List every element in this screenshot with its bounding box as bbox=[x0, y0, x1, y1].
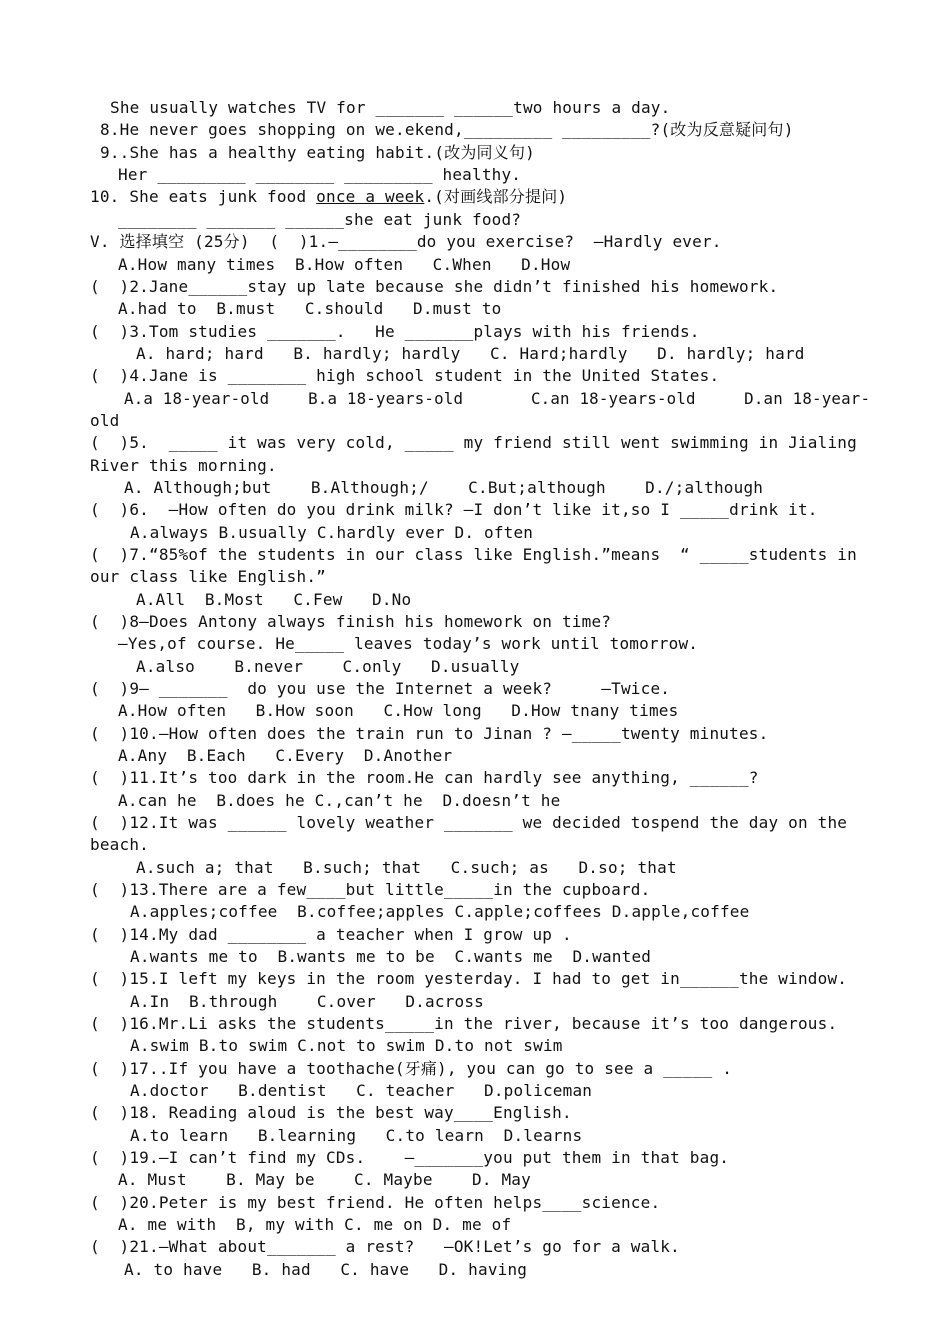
q5-text: ( )5. _____ it was very cold, _____ my friend still went swimming in Jialing bbox=[90, 433, 857, 452]
q20-options: A. me with B, my with C. me on D. me of bbox=[118, 1215, 512, 1234]
q4-options: A.a 18-year-old B.a 18-years-old C.an 18-years-old D.an 18-year- bbox=[124, 389, 871, 408]
q15-options: A.In B.through C.over D.across bbox=[130, 992, 484, 1011]
q15-text: ( )15.I left my keys in the room yesterday. I had to get in______the window. bbox=[90, 969, 848, 988]
q3-text: ( )3.Tom studies _______. He _______plays with his friends. bbox=[90, 322, 700, 341]
q6-text: ( )6. —How often do you drink milk? —I don’t like it,so I _____drink it. bbox=[90, 500, 818, 519]
q4-text: ( )4.Jane is ________ high school student in the United States. bbox=[90, 366, 720, 385]
q19-options: A. Must B. May be C. Maybe D. May bbox=[118, 1170, 531, 1189]
q16-options: A.swim B.to swim C.not to swim D.to not swim bbox=[130, 1036, 563, 1055]
q10-text bbox=[90, 186, 567, 208]
q10-mc-text: ( )10.—How often does the train run to Jinan ? —_____twenty minutes. bbox=[90, 724, 769, 743]
q2-text: ( )2.Jane______stay up late because she didn’t finished his homework. bbox=[90, 277, 779, 296]
q8-mc-reply: —Yes,of course. He_____ leaves today’s work until tomorrow. bbox=[118, 634, 699, 653]
q21-text: ( )21.—What about_______ a rest? —OK!Let’s go for a walk. bbox=[90, 1237, 680, 1256]
q18-text: ( )18. Reading aloud is the best way____English. bbox=[90, 1103, 572, 1122]
q10-suffix: .(对画线部分提问) bbox=[424, 187, 568, 206]
q19-text: ( )19.—I can’t find my CDs. —_______you put them in that bag. bbox=[90, 1148, 730, 1167]
q21-options: A. to have B. had C. have D. having bbox=[124, 1260, 528, 1279]
q12-text-wrap: beach. bbox=[90, 835, 149, 854]
q12-options: A.such a; that B.such; that C.such; as D.so; that bbox=[136, 858, 677, 877]
q13-options: A.apples;coffee B.coffee;apples C.apple;coffees D.apple,coffee bbox=[130, 902, 750, 921]
q10-answer-line: ________ _______ ______she eat junk food? bbox=[118, 210, 522, 229]
q10-underlined-phrase: once a week bbox=[316, 187, 425, 206]
q17-options: A.doctor B.dentist C. teacher D.policeman bbox=[130, 1081, 593, 1100]
q7-text-wrap: our class like English.” bbox=[90, 567, 326, 586]
q8-text: 8.He never goes shopping on we.ekend,_________ _________?(改为反意疑问句) bbox=[100, 120, 794, 139]
q10-mc-options: A.Any B.Each C.Every D.Another bbox=[118, 746, 453, 765]
q4-options-wrap: old bbox=[90, 411, 120, 430]
q11-text: ( )11.It’s too dark in the room.He can hardly see anything, ______? bbox=[90, 768, 759, 787]
q5-options: A. Although;but B.Although;/ C.But;although D./;although bbox=[124, 478, 764, 497]
q10-prefix: 10. She eats junk food bbox=[90, 187, 317, 206]
q18-options: A.to learn B.learning C.to learn D.learns bbox=[130, 1126, 583, 1145]
q7-text: ( )7.“85%of the students in our class like English.”means “ _____students in bbox=[90, 545, 857, 564]
q1-options: A.How many times B.How often C.When D.How bbox=[118, 255, 571, 274]
q9-mc-options: A.How often B.How soon C.How long D.How tnany times bbox=[118, 701, 679, 720]
q8-mc-text: ( )8—Does Antony always finish his homework on time? bbox=[90, 612, 612, 631]
q20-text: ( )20.Peter is my best friend. He often helps____science. bbox=[90, 1193, 661, 1212]
q6-options: A.always B.usually C.hardly ever D. often bbox=[130, 523, 534, 542]
q3-options: A. hard; hard B. hardly; hardly C. Hard;hardly D. hardly; hard bbox=[136, 344, 805, 363]
q14-options: A.wants me to B.wants me to be C.wants me D.wanted bbox=[130, 947, 652, 966]
q8-mc-options: A.also B.never C.only D.usually bbox=[136, 657, 520, 676]
q9-answer-line: Her _________ ________ _________ healthy. bbox=[118, 165, 522, 184]
q7-answer-line: She usually watches TV for _______ ______two hours a day. bbox=[110, 98, 671, 117]
q7-options: A.All B.Most C.Few D.No bbox=[136, 590, 412, 609]
q9-mc-text: ( )9— _______ do you use the Internet a week? —Twice. bbox=[90, 679, 671, 698]
q16-text: ( )16.Mr.Li asks the students_____in the river, because it’s too dangerous. bbox=[90, 1014, 838, 1033]
q9-text: 9..She has a healthy eating habit.(改为同义句) bbox=[100, 143, 535, 162]
q5-text-wrap: River this morning. bbox=[90, 456, 277, 475]
q17-text: ( )17..If you have a toothache(牙痛), you can go to see a _____ . bbox=[90, 1059, 733, 1078]
q2-options: A.had to B.must C.should D.must to bbox=[118, 299, 502, 318]
q12-text: ( )12.It was ______ lovely weather _______ we decided tospend the day on the bbox=[90, 813, 848, 832]
q13-text: ( )13.There are a few____but little_____in the cupboard. bbox=[90, 880, 651, 899]
section-v-heading-q1: V. 选择填空 (25分) ( )1.—________do you exercise? —Hardly ever. bbox=[90, 232, 722, 251]
q11-options: A.can he B.does he C.,can’t he D.doesn’t he bbox=[118, 791, 561, 810]
q14-text: ( )14.My dad ________ a teacher when I grow up . bbox=[90, 925, 572, 944]
